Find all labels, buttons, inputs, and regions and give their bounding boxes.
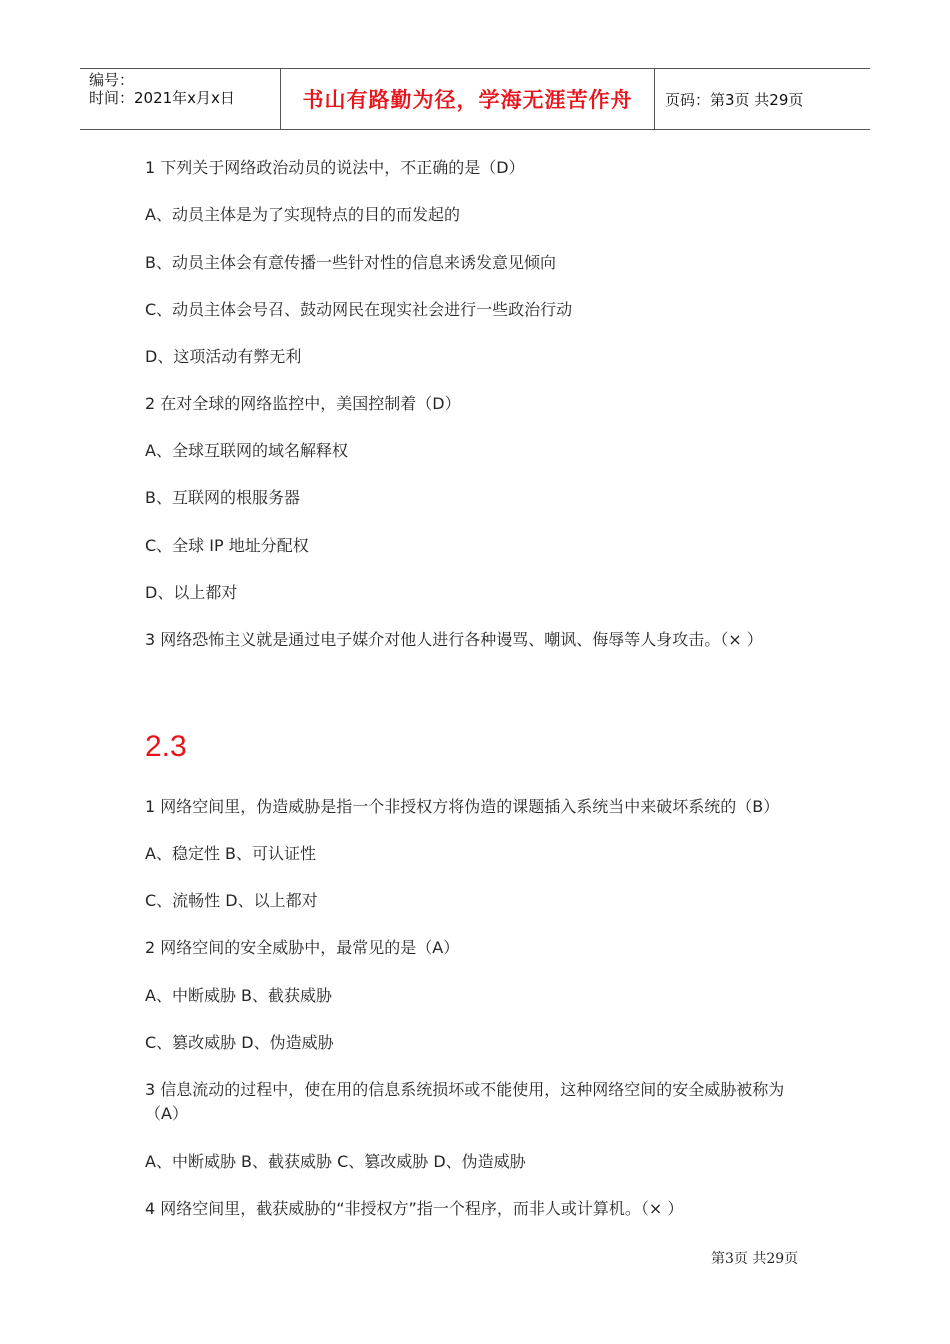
- option-text: B、动员主体会有意传播一些针对性的信息来诱发意见倾向: [145, 253, 556, 272]
- option-text: C、全球 IP 地址分配权: [145, 536, 309, 555]
- option-text: B、互联网的根服务器: [145, 488, 300, 507]
- option-text: D、这项活动有弊无利: [145, 347, 302, 366]
- section-heading: 2.3: [145, 730, 187, 763]
- question-text: 3 信息流动的过程中，使在用的信息系统损坏或不能使用，这种网络空间的安全威胁被称为（A）: [145, 1080, 785, 1123]
- page-footer: 第3页 共29页: [711, 1251, 799, 1267]
- page-header: [80, 68, 870, 130]
- header-page-info: 页码：第3页 共29页: [665, 90, 804, 109]
- question-text: 1 下列关于网络政治动员的说法中，不正确的是（D）: [145, 158, 525, 177]
- question-text: 2 网络空间的安全威胁中，最常见的是（A）: [145, 938, 460, 957]
- question-text: 2 在对全球的网络监控中，美国控制着（D）: [145, 394, 461, 413]
- option-text: A、稳定性 B、可认证性: [145, 844, 317, 863]
- header-meta: [80, 69, 281, 129]
- option-text: D、以上都对: [145, 583, 238, 602]
- question-text: 1 网络空间里，伪造威胁是指一个非授权方将伪造的课题插入系统当中来破坏系统的（B）: [145, 797, 780, 816]
- document-number-label: 编号：: [89, 71, 135, 89]
- option-text: C、动员主体会号召、鼓动网民在现实社会进行一些政治行动: [145, 300, 573, 319]
- option-text: C、篡改威胁 D、伪造威胁: [145, 1033, 334, 1052]
- option-text: A、全球互联网的域名解释权: [145, 441, 348, 460]
- header-motto: 书山有路勤为径，学海无涯苦作舟: [281, 69, 655, 129]
- document-time-label: 时间：2021年x月x日: [89, 89, 235, 107]
- option-text: A、中断威胁 B、截获威胁: [145, 986, 333, 1005]
- question-text: 3 网络恐怖主义就是通过电子媒介对他人进行各种谩骂、嘲讽、侮辱等人身攻击。（× ）: [145, 630, 763, 649]
- question-text: 4 网络空间里，截获威胁的“非授权方”指一个程序，而非人或计算机。（× ）: [145, 1199, 684, 1218]
- option-text: C、流畅性 D、以上都对: [145, 891, 318, 910]
- option-text: A、中断威胁 B、截获威胁 C、篡改威胁 D、伪造威胁: [145, 1152, 526, 1171]
- option-text: A、动员主体是为了实现特点的目的而发起的: [145, 205, 460, 224]
